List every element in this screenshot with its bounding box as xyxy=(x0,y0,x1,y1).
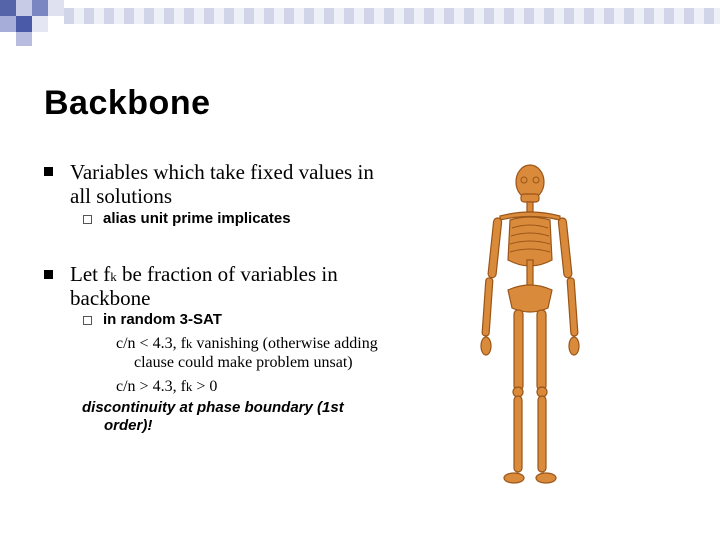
bullet1-line1: Variables which take fixed values in xyxy=(70,160,374,184)
condition-1-line1: c/n < 4.3, fk vanishing (otherwise adding xyxy=(116,335,378,352)
decorative-header-squares xyxy=(0,0,720,50)
bullet-square-icon xyxy=(44,167,53,176)
bullet-square-icon xyxy=(44,270,53,279)
discontinuity-line1: discontinuity at phase boundary (1st xyxy=(82,399,344,416)
condition-2: c/n > 4.3, fk > 0 xyxy=(116,378,218,395)
slide-title: Backbone xyxy=(44,84,211,122)
bullet1-line2: all solutions xyxy=(70,184,173,208)
hollow-bullet-icon xyxy=(83,215,92,224)
bullet1-sub1: alias unit prime implicates xyxy=(103,210,291,227)
bullet2-line2: backbone xyxy=(70,286,151,310)
bullet2-sub1: in random 3-SAT xyxy=(103,311,222,328)
hollow-bullet-icon xyxy=(83,316,92,325)
condition-1-line2: clause could make problem unsat) xyxy=(134,354,353,371)
skeleton-icon xyxy=(470,160,590,500)
discontinuity-line2: order)! xyxy=(104,417,153,434)
bullet2-line1: Let fk be fraction of variables in xyxy=(70,262,338,286)
